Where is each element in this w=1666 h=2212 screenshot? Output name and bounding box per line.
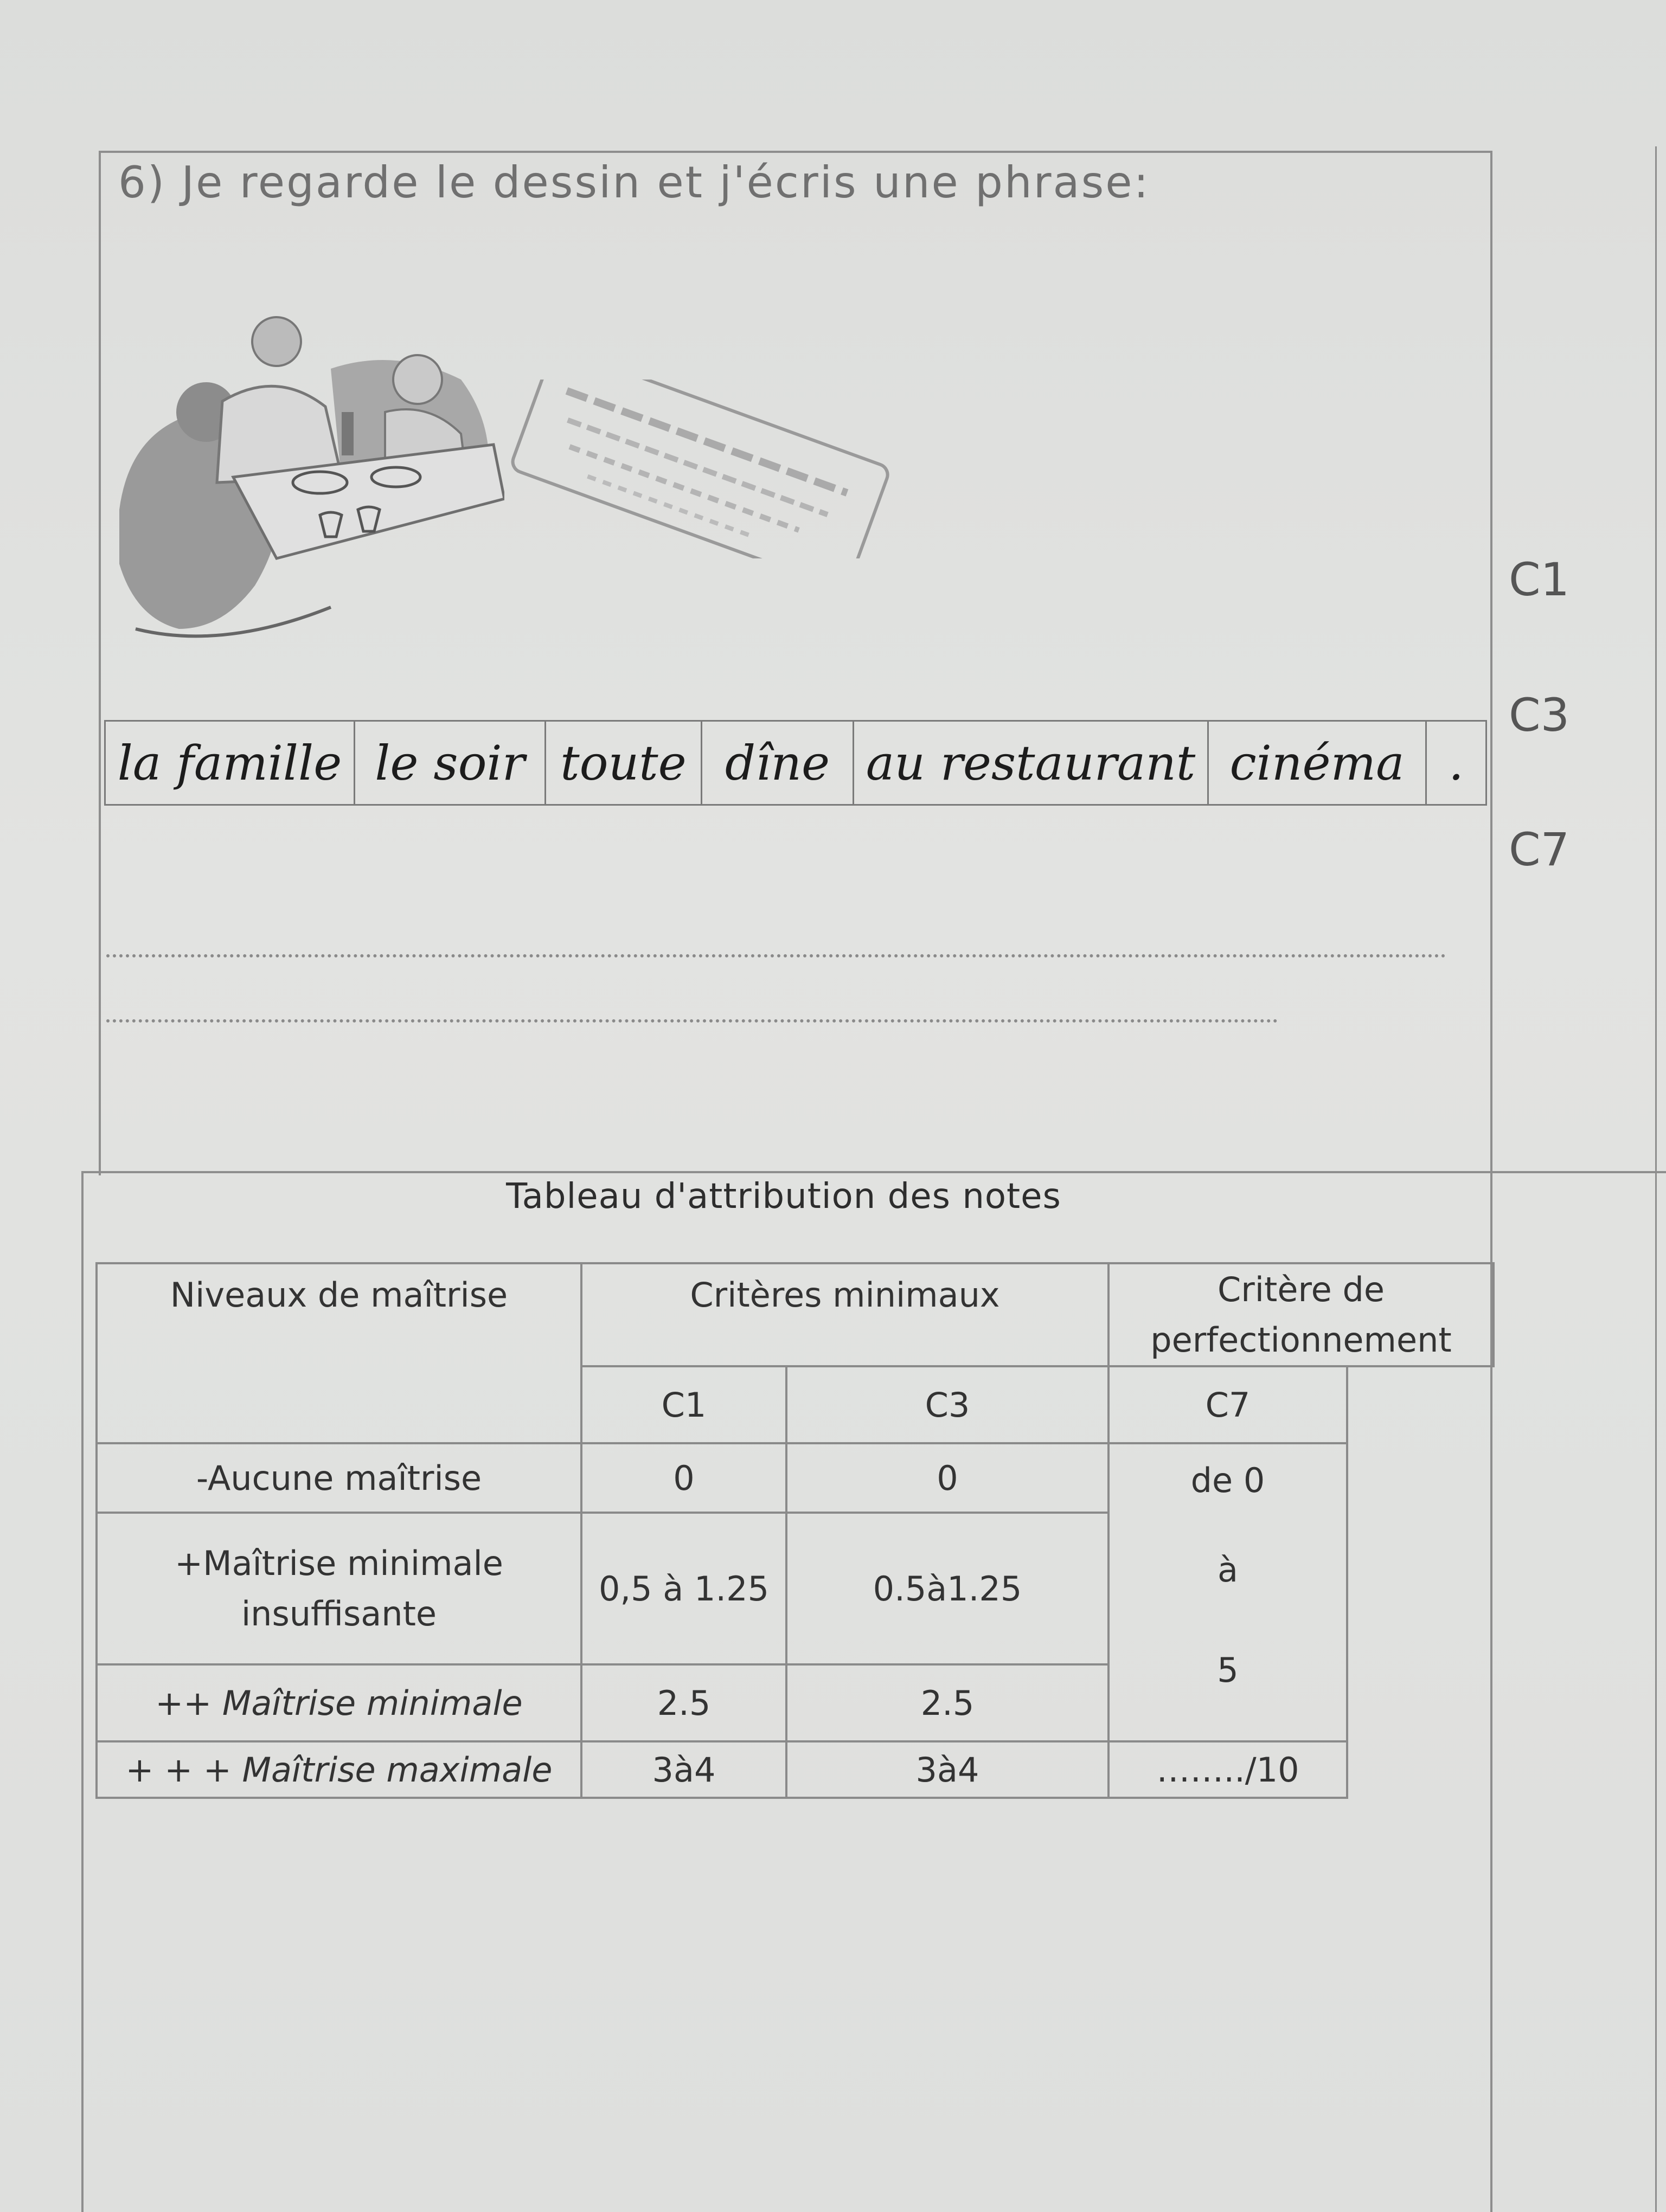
header-levels: Niveaux de maîtrise: [97, 1263, 581, 1443]
grading-table: [95, 1262, 1495, 1799]
criterion-label-c1: C1: [1509, 553, 1570, 606]
word-box: le soir: [355, 722, 546, 804]
subheader-c1: C1: [581, 1366, 786, 1443]
row-level: +Maîtrise minimale insuffisante: [97, 1513, 581, 1664]
section-divider: [81, 1171, 1666, 1173]
row-c3: 2.5: [786, 1664, 1108, 1741]
word-box: .: [1449, 735, 1464, 791]
subheader-c3: C3: [786, 1366, 1108, 1443]
word-box: au restaurant: [854, 722, 1209, 804]
frame-top-border: [99, 151, 1492, 153]
row-level: + + + Maîtrise maximale: [97, 1741, 581, 1798]
row-c1: 0,5 à 1.25: [581, 1513, 786, 1664]
header-perfection-criterion: Critère de perfectionnement: [1108, 1263, 1494, 1366]
row-c3: 0: [786, 1443, 1108, 1513]
word-box: la famille: [106, 722, 355, 804]
row-c1: 0: [581, 1443, 786, 1513]
total-score: ……../10: [1108, 1741, 1347, 1798]
family-dinner-illustration: [114, 304, 504, 640]
question-title: 6) Je regarde le dessin et j'écris une phrase:: [118, 157, 1150, 208]
header-minimal-criteria: Critères minimaux: [581, 1263, 1108, 1366]
row-level: ++ Maîtrise minimale: [97, 1664, 581, 1741]
table-title: Tableau d'attribution des notes: [506, 1176, 1061, 1217]
c7-from: de 0: [1190, 1461, 1265, 1500]
criterion-label-c3: C3: [1509, 689, 1570, 742]
subheader-c7: C7: [1108, 1366, 1347, 1443]
word-box: toute: [546, 722, 702, 804]
library-stamp: [488, 380, 900, 558]
answer-line[interactable]: [106, 1019, 1278, 1023]
word-box: dîne: [702, 722, 854, 804]
c7-range: [1108, 1443, 1347, 1741]
c7-a: à: [1218, 1550, 1238, 1590]
row-c1: 3à4: [581, 1741, 786, 1798]
row-c3: 3à4: [786, 1741, 1108, 1798]
outer-right-border: [1655, 146, 1657, 2212]
word-boxes-row: [104, 720, 1487, 806]
empty-cell: [1347, 1366, 1494, 1798]
c7-to: 5: [1217, 1650, 1239, 1690]
answer-line[interactable]: [106, 954, 1446, 957]
row-level: -Aucune maîtrise: [97, 1443, 581, 1513]
row-c3: 0.5à1.25: [786, 1513, 1108, 1664]
page-left-border: [81, 1171, 84, 2212]
criterion-label-c7: C7: [1509, 823, 1570, 876]
row-c1: 2.5: [581, 1664, 786, 1741]
word-box: cinéma: [1209, 722, 1427, 804]
frame-left-border: [99, 151, 101, 1175]
